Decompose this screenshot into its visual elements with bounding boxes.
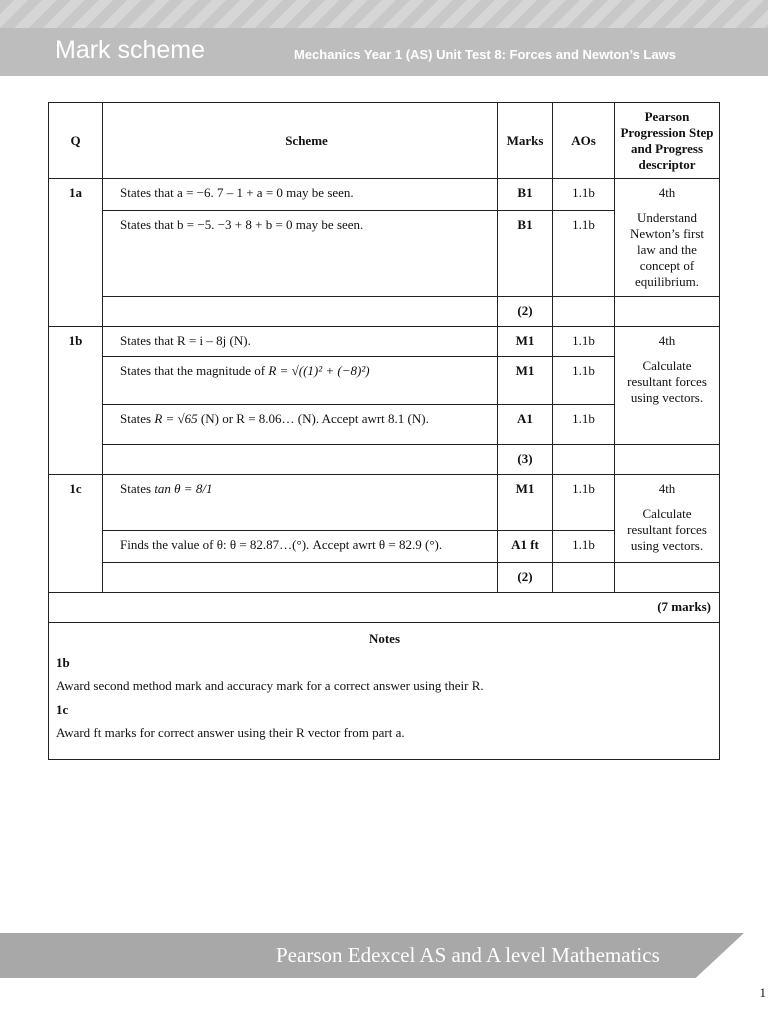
scheme-prefix: States	[120, 411, 152, 426]
progress-descriptor: Calculate resultant forces using vectors.	[627, 506, 707, 553]
scheme-cell: States that a = −6. 7 – 1 + a = 0 may be seen.	[103, 179, 498, 211]
notes-row	[49, 623, 720, 760]
ao-cell: 1.1b	[553, 327, 615, 357]
subtotal-marks: (3)	[498, 445, 553, 475]
descriptor-cell-empty	[615, 563, 720, 593]
descriptor-cell-empty	[615, 445, 720, 475]
note-label: 1b	[56, 655, 70, 670]
marks-cell: B1	[498, 179, 553, 211]
page-subtitle: Mechanics Year 1 (AS) Unit Test 8: Forces and Newton’s Laws	[294, 47, 676, 62]
ao-cell: 1.1b	[553, 210, 615, 296]
scheme-cell: States that R = i – 8j (N).	[103, 327, 498, 357]
subtotal-marks: (2)	[498, 297, 553, 327]
progression-step: 4th	[658, 333, 676, 348]
progress-descriptor: Understand Newton’s first law and the concept of equilibrium.	[629, 210, 705, 289]
ao-cell: 1.1b	[553, 531, 615, 563]
header-marks: Marks	[498, 103, 553, 179]
marks-cell: M1	[498, 357, 553, 405]
header-aos: AOs	[553, 103, 615, 179]
note-text: Award ft marks for correct answer using their R vector from part a.	[56, 725, 405, 740]
notes-cell	[49, 623, 720, 760]
total-marks: (7 marks)	[49, 593, 720, 623]
header-banner	[0, 0, 768, 76]
magnitude-formula: R = √((1)² + (−8)²)	[268, 363, 370, 378]
question-label-1a: 1a	[49, 179, 103, 327]
scheme-suffix: (N) or R = 8.06… (N). Accept awrt 8.1 (N).	[200, 411, 429, 426]
note-text: Award second method mark and accuracy mark for a correct answer using their R.	[56, 678, 484, 693]
descriptor-cell-1b	[615, 327, 720, 445]
note-label: 1c	[56, 702, 69, 717]
marks-cell: M1	[498, 327, 553, 357]
notes-title: Notes	[368, 631, 401, 646]
descriptor-cell-empty	[615, 297, 720, 327]
scheme-cell-empty	[103, 297, 498, 327]
header-q: Q	[49, 103, 103, 179]
scheme-cell: Finds the value of θ: θ = 82.87…(°). Accept awrt θ = 82.9 (°).	[103, 531, 498, 563]
marks-cell: B1	[498, 210, 553, 296]
marks-cell: A1 ft	[498, 531, 553, 563]
scheme-cell	[103, 475, 498, 531]
ao-cell-empty	[553, 563, 615, 593]
descriptor-cell-1c	[615, 475, 720, 563]
header-descriptor: Pearson Progression Step and Progress descriptor	[615, 103, 720, 179]
ao-cell: 1.1b	[553, 405, 615, 445]
scheme-cell	[103, 357, 498, 405]
ao-cell: 1.1b	[553, 179, 615, 211]
footer-brand-text: Pearson Edexcel AS and A level Mathematics	[276, 943, 660, 967]
marks-cell: M1	[498, 475, 553, 531]
ao-cell: 1.1b	[553, 357, 615, 405]
progression-step: 4th	[658, 185, 676, 200]
marks-cell: A1	[498, 405, 553, 445]
table-row	[49, 327, 720, 357]
tan-formula: tan θ = 8/1	[154, 481, 213, 496]
subtotal-row	[49, 445, 720, 475]
question-label-1b: 1b	[49, 327, 103, 475]
ao-cell: 1.1b	[553, 475, 615, 531]
mark-scheme-table	[48, 102, 720, 760]
ao-cell-empty	[553, 297, 615, 327]
page-number: 1	[759, 985, 766, 1000]
subtotal-marks: (2)	[498, 563, 553, 593]
scheme-prefix: States	[120, 481, 152, 496]
subtotal-row	[49, 563, 720, 593]
total-row	[49, 593, 720, 623]
page-title: Mark scheme	[55, 36, 206, 64]
progression-step: 4th	[658, 481, 676, 496]
progress-descriptor: Calculate resultant forces using vectors.	[627, 358, 707, 405]
ao-cell-empty	[553, 445, 615, 475]
scheme-cell-empty	[103, 563, 498, 593]
scheme-cell: States that b = −5. −3 + 8 + b = 0 may be seen.	[103, 210, 498, 296]
table-row	[49, 179, 720, 211]
scheme-prefix: States that the magnitude of	[120, 363, 266, 378]
table-row	[49, 475, 720, 531]
header-scheme: Scheme	[103, 103, 498, 179]
scheme-cell-empty	[103, 445, 498, 475]
root-formula: R = √65	[154, 411, 198, 426]
question-label-1c: 1c	[49, 475, 103, 593]
descriptor-cell-1a	[615, 179, 720, 297]
table-header-row	[49, 103, 720, 179]
subtotal-row	[49, 297, 720, 327]
scheme-cell	[103, 405, 498, 445]
